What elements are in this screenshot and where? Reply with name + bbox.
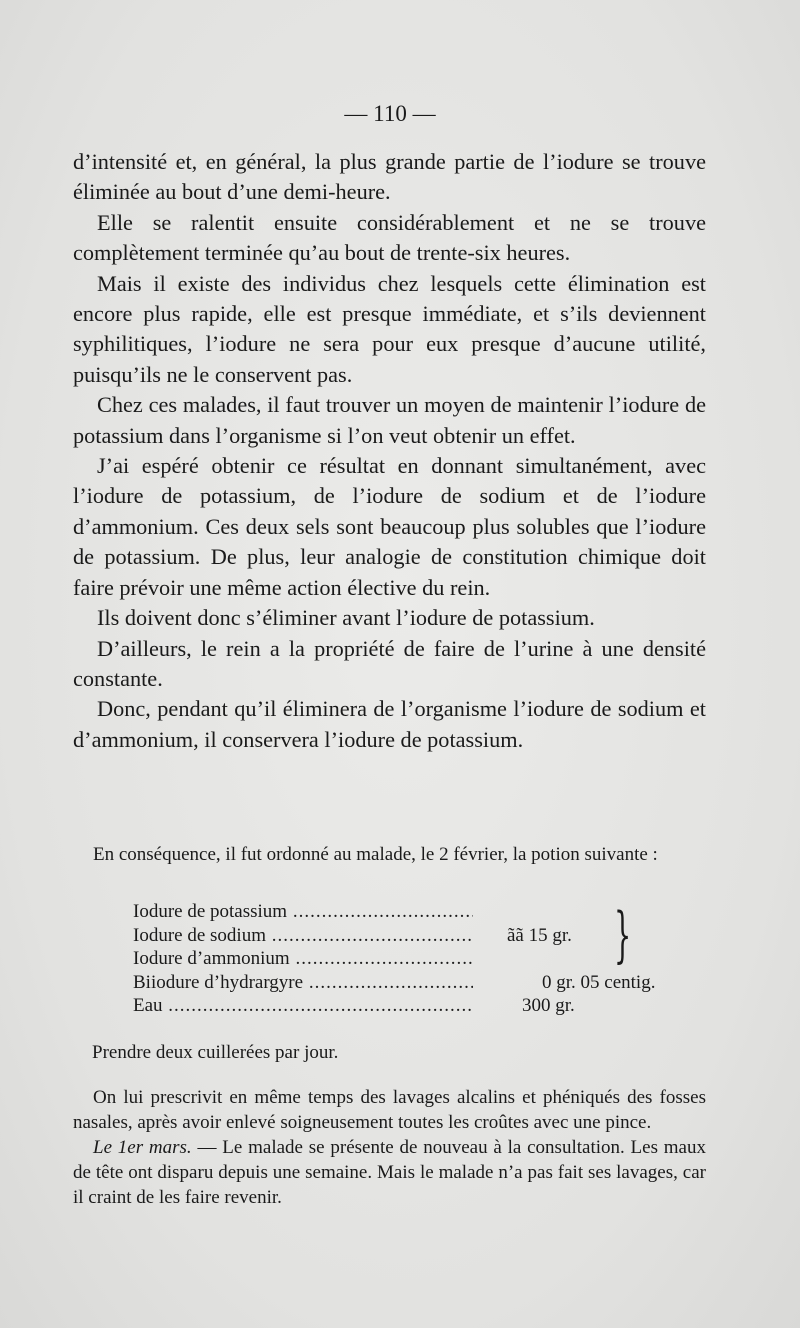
grouping-brace: } (614, 900, 632, 970)
posology: Prendre deux cuillerées par jour. (92, 1042, 339, 1063)
ingredient-name: Iodure d’ammonium ..... (133, 947, 473, 971)
prescription-row (133, 994, 693, 1018)
prescription-row (133, 900, 693, 924)
followup-text (73, 1085, 706, 1210)
paragraph: J’ai espéré obtenir ce résultat en donnant simultanément, avec l’iodure de potassium, de l’iodure de sodium et de l’iodure d’ammonium. Ces deux sels sont beaucoup plus solubles que l’iodure de potassium. De plus, leur analogie de constitution chimique doit faire prévoir une même action élective du rein. (73, 453, 706, 600)
prescription-list (133, 900, 693, 1018)
paragraph: Mais il existe des individus chez lesquels cette élimination est encore plus rapide, elle est presque immédiate, et s’ils deviennent syphilitiques, l’iodure ne sera pour eux presque d’aucune utilité, puisqu’ils ne le conservent pas. (73, 270, 706, 387)
paragraph: Elle se ralentit ensuite considérablement et ne se trouve complètement terminée qu’au bout de trente-six heures. (73, 209, 706, 266)
paragraph: On lui prescrivit en même temps des lavages alcalins et phéniqués des fosses nasales, après avoir enlevé soigneusement toutes les croûtes avec une pince. (73, 1087, 706, 1133)
ingredient-name: Eau ..... (133, 994, 473, 1018)
paragraph: d’intensité et, en général, la plus grande partie de l’iodure se trouve éliminée au bout d’une demi-heure. (73, 149, 706, 205)
prescription-row (133, 947, 693, 971)
paragraph: D’ailleurs, le rein a la propriété de faire de l’urine à une densité constante. (73, 635, 706, 691)
main-text (73, 147, 706, 755)
date-label: Le 1er mars. (93, 1137, 192, 1158)
ingredient-name: Iodure de sodium ..... (133, 924, 473, 948)
paragraph: Chez ces malades, il faut trouver un moyen de maintenir l’iodure de potassium dans l’organisme si l’on veut obtenir un effet. (73, 392, 706, 448)
ingredient-name: Biiodure d’hydrargyre ..... (133, 971, 473, 995)
prescription-intro (73, 842, 706, 867)
shared-dose: ãã 15 gr. (507, 924, 572, 946)
paragraph: En conséquence, il fut ordonné au malade, le 2 février, la potion suivante : (93, 844, 658, 865)
ingredient-name: Iodure de potassium ..... (133, 900, 473, 924)
paragraph-text: — Le malade se présente de nouveau à la consultation. Les maux de tête ont disparu depuis une semaine. Mais le malade n’a pas fait ses lavages, car il craint de les faire revenir. (73, 1137, 706, 1208)
prescription-row (133, 971, 693, 995)
prescription-row (133, 924, 693, 948)
paragraph (73, 1135, 706, 1210)
ingredient-dose: 0 gr. 05 centig. (542, 971, 656, 993)
page-number: — 110 — (344, 101, 436, 126)
ingredient-dose: 300 gr. (522, 995, 575, 1016)
paragraph: Ils doivent donc s’éliminer avant l’iodure de potassium. (97, 605, 595, 631)
paragraph: Donc, pendant qu’il éliminera de l’organisme l’iodure de sodium et d’ammonium, il conservera l’iodure de potassium. (73, 696, 706, 752)
